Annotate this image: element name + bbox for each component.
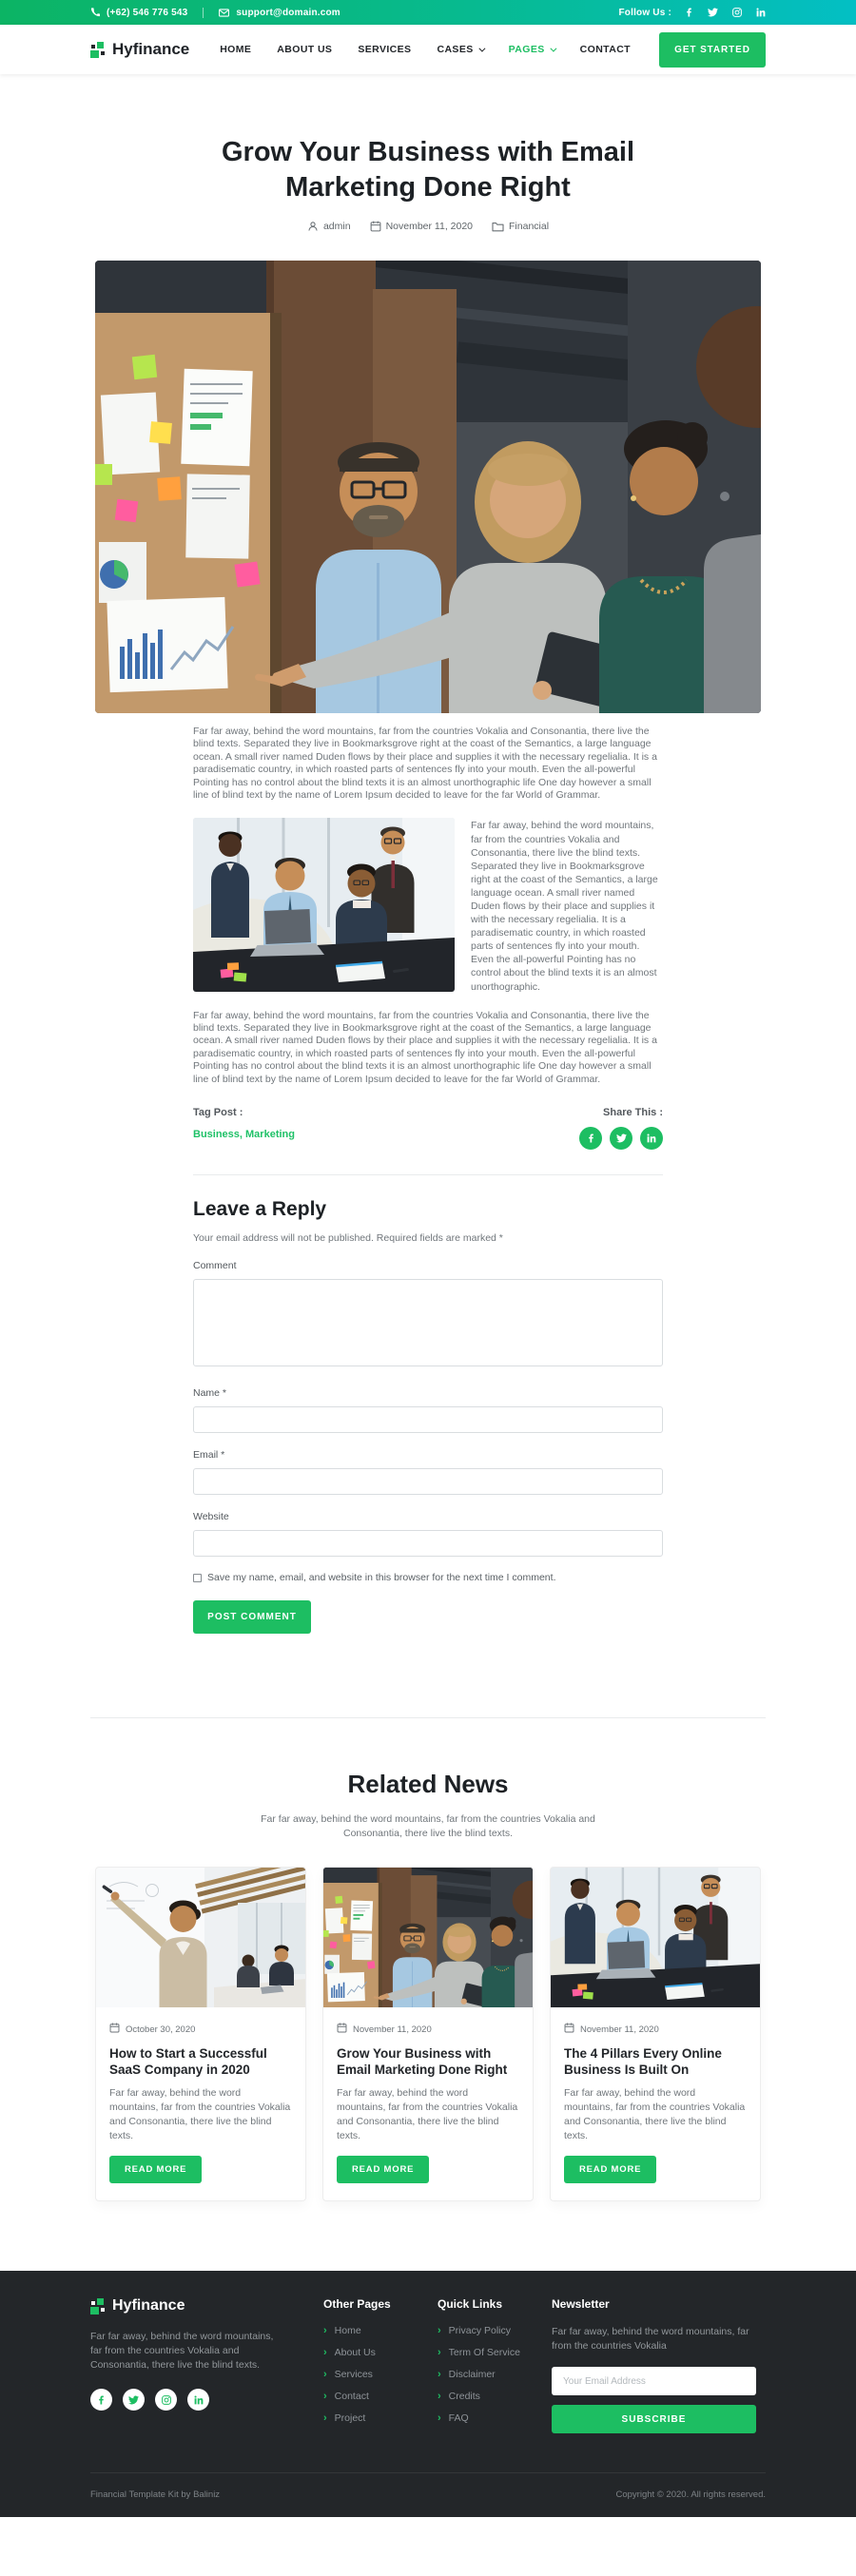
top-bar	[0, 0, 856, 25]
email-address: support@domain.com	[236, 7, 340, 18]
save-info-label: Save my name, email, and website in this browser for the next time I comment.	[207, 1572, 556, 1584]
calendar-icon	[564, 2023, 574, 2036]
related-card-image[interactable]	[323, 1868, 533, 2007]
footer-brand-icon	[90, 2298, 107, 2315]
related-card-date: November 11, 2020	[564, 2023, 747, 2036]
brand-logo-icon	[90, 42, 107, 58]
post-comment-button[interactable]: POST COMMENT	[193, 1600, 311, 1634]
share-this-label: Share This :	[603, 1107, 663, 1119]
mail-icon	[219, 9, 229, 17]
share-facebook-icon[interactable]	[579, 1127, 602, 1150]
post-date: November 11, 2020	[370, 221, 473, 232]
newsletter-text: Far far away, behind the word mountains, far from the countries Vokalia	[552, 2326, 749, 2353]
related-card	[95, 1867, 306, 2201]
arrow-icon: ›	[323, 2368, 327, 2380]
calendar-icon	[337, 2023, 347, 2036]
topbar-divider	[203, 8, 204, 18]
nav-item-contact[interactable]: CONTACT	[579, 44, 631, 55]
footer-link-faq[interactable]: › FAQ	[438, 2411, 469, 2425]
arrow-icon: ›	[438, 2411, 441, 2424]
footer-link-home[interactable]: › Home	[323, 2324, 361, 2337]
footer-link-contact[interactable]: › Contact	[323, 2390, 369, 2403]
folder-icon	[492, 222, 504, 232]
reply-note: Your email address will not be published. Required fields are marked *	[193, 1232, 503, 1245]
related-card-image[interactable]	[96, 1868, 305, 2007]
nav-item-pages[interactable]: PAGES	[509, 44, 554, 55]
comment-label: Comment	[193, 1260, 237, 1272]
subscribe-button[interactable]: SUBSCRIBE	[552, 2405, 756, 2433]
comment-textarea[interactable]	[193, 1279, 663, 1366]
share-linkedin-icon[interactable]	[640, 1127, 663, 1150]
footer-twitter-icon[interactable]	[123, 2389, 145, 2411]
name-label: Name *	[193, 1387, 227, 1400]
arrow-icon: ›	[438, 2390, 441, 2402]
instagram-icon[interactable]	[732, 8, 742, 17]
footer-link-term-of-service[interactable]: › Term Of Service	[438, 2346, 520, 2359]
phone-number: (+62) 546 776 543	[107, 7, 188, 18]
footer	[0, 2271, 856, 2517]
footer-copyright: Copyright © 2020. All rights reserved.	[615, 2489, 766, 2501]
tag-block	[193, 1107, 295, 1140]
follow-us-label: Follow Us :	[618, 7, 671, 18]
related-card-excerpt: Far far away, behind the word mountains, far from the countries Vokalia and Consonantia, there live the blind texts.	[564, 2087, 746, 2142]
related-card	[322, 1867, 534, 2201]
related-card-image[interactable]	[551, 1868, 760, 2007]
related-card-title[interactable]: Grow Your Business with Email Marketing Done Right	[337, 2046, 508, 2078]
post-meta	[0, 221, 856, 232]
related-divider	[90, 1717, 766, 1718]
share-block	[579, 1107, 663, 1150]
save-info-checkbox[interactable]	[193, 1574, 202, 1582]
brand-logo[interactable]	[90, 40, 189, 59]
arrow-icon: ›	[438, 2346, 441, 2358]
phone-icon	[90, 8, 100, 17]
related-card-excerpt: Far far away, behind the word mountains, far from the countries Vokalia and Consonantia, there live the blind texts.	[337, 2087, 518, 2142]
main-menu	[220, 44, 631, 55]
nav-item-services[interactable]: SERVICES	[358, 44, 412, 55]
topbar-phone[interactable]	[90, 8, 187, 18]
arrow-icon: ›	[438, 2368, 441, 2380]
newsletter-email-input[interactable]	[552, 2367, 756, 2395]
related-card-date: October 30, 2020	[109, 2023, 292, 2036]
article-inline-image	[193, 818, 455, 992]
linkedin-icon[interactable]	[756, 8, 766, 17]
chevron-down-icon	[478, 45, 485, 51]
related-card-date: November 11, 2020	[337, 2023, 519, 2036]
email-label: Email *	[193, 1449, 225, 1462]
footer-link-services[interactable]: › Services	[323, 2368, 373, 2381]
related-card-title[interactable]: How to Start a Successful SaaS Company in 2020	[109, 2046, 267, 2078]
footer-instagram-icon[interactable]	[155, 2389, 177, 2411]
calendar-icon	[109, 2023, 120, 2036]
website-field[interactable]	[193, 1530, 663, 1557]
read-more-button[interactable]: READ MORE	[109, 2156, 202, 2183]
main-navbar	[0, 25, 856, 74]
footer-facebook-icon[interactable]	[90, 2389, 112, 2411]
related-news-section	[0, 1770, 856, 2201]
nav-item-cases[interactable]: CASES	[437, 44, 482, 55]
footer-link-credits[interactable]: › Credits	[438, 2390, 480, 2403]
arrow-icon: ›	[323, 2390, 327, 2402]
brand-name: Hyfinance	[112, 40, 190, 58]
get-started-button[interactable]: GET STARTED	[659, 32, 766, 68]
facebook-icon[interactable]	[685, 8, 693, 17]
post-author[interactable]: admin	[307, 221, 351, 232]
article-paragraph-2: Far far away, behind the word mountains, far from the countries Vokalia and Consonantia, there live the blind texts. Separated they live in Bookmarksgrove right at the coast of the Semantics, a large language ocean. A small river named Duden flows by their place and supplies it with the necessary regelialia. It is a paradisematic country, in which roasted parts of sentences fly into your mouth. Even the all-powerful Pointing has no control about the blind texts it is an almost unorthographic.	[471, 820, 658, 993]
arrow-icon: ›	[438, 2324, 441, 2336]
arrow-icon: ›	[323, 2324, 327, 2336]
hero-image	[95, 261, 761, 713]
footer-link-disclaimer[interactable]: › Disclaimer	[438, 2368, 496, 2381]
share-twitter-icon[interactable]	[610, 1127, 632, 1150]
section-divider	[193, 1174, 663, 1175]
footer-link-privacy-policy[interactable]: › Privacy Policy	[438, 2324, 512, 2337]
chevron-down-icon	[550, 45, 556, 51]
tag-post-label: Tag Post :	[193, 1107, 243, 1119]
article-paragraph-3: Far far away, behind the word mountains, far from the countries Vokalia and Consonantia, there live the blind texts. Separated they live in Bookmarksgrove right at the coast of the Semantics, a large language ocean. A small river named Duden flows by their place and supplies it with the necessary regelialia. It is a paradisematic country, in which roasted parts of sentences fly into your mouth. Even the all-powerful Pointing has no control about the blind texts it is an almost unorthographic life One day however a small line of blind text by the name of Lorem Ipsum decided to leave for the far World of Grammar.	[193, 1009, 657, 1085]
calendar-icon	[370, 221, 381, 232]
related-card-excerpt: Far far away, behind the word mountains, far from the countries Vokalia and Consonantia, there live the blind texts.	[109, 2087, 291, 2142]
read-more-button[interactable]: READ MORE	[337, 2156, 429, 2183]
related-news-subtitle: Far far away, behind the word mountains, far from the countries Vokalia and Consonantia, there live the blind texts.	[261, 1813, 595, 1840]
arrow-icon: ›	[323, 2346, 327, 2358]
footer-linkedin-icon[interactable]	[187, 2389, 209, 2411]
related-card	[550, 1867, 761, 2201]
footer-brand-name: Hyfinance	[112, 2297, 185, 2315]
newsletter-heading: Newsletter	[552, 2297, 610, 2312]
post-tags[interactable]: Business, Marketing	[193, 1129, 295, 1141]
twitter-icon[interactable]	[708, 8, 718, 17]
comment-form-section	[193, 1198, 663, 1634]
footer-brand-logo[interactable]	[90, 2297, 281, 2315]
website-label: Website	[193, 1511, 229, 1523]
topbar-email[interactable]	[219, 8, 340, 18]
arrow-icon: ›	[323, 2411, 327, 2424]
footer-link-project[interactable]: › Project	[323, 2411, 366, 2425]
related-news-heading: Related News	[347, 1770, 509, 1799]
post-category[interactable]: Financial	[492, 221, 549, 232]
quick-links-heading: Quick Links	[438, 2297, 503, 2312]
nav-item-about-us[interactable]: ABOUT US	[277, 44, 333, 55]
page-title: Grow Your Business with Email Marketing Done Right	[221, 137, 635, 203]
email-field[interactable]	[193, 1468, 663, 1495]
footer-about-text: Far far away, behind the word mountains, far from the countries Vokalia and Consonantia, there live the blind texts.	[90, 2331, 274, 2372]
footer-link-about-us[interactable]: › About Us	[323, 2346, 376, 2359]
nav-item-home[interactable]: HOME	[220, 44, 252, 55]
other-pages-heading: Other Pages	[323, 2297, 391, 2312]
article-paragraph-1: Far far away, behind the word mountains, far from the countries Vokalia and Consonantia, there live the blind texts. Separated they live in Bookmarksgrove right at the coast of the Semantics, a large language ocean. A small river named Duden flows by their place and supplies it with the necessary regelialia. It is a paradisematic country, in which roasted parts of sentences fly into your mouth. Even the all-powerful Pointing has no control about the blind texts it is an almost unorthographic life One day however a small line of blind text by the name of Lorem Ipsum decided to leave for the far World of Grammar.	[193, 726, 657, 802]
reply-heading: Leave a Reply	[193, 1198, 327, 1221]
name-field[interactable]	[193, 1406, 663, 1433]
related-card-title[interactable]: The 4 Pillars Every Online Business Is Built On	[564, 2046, 722, 2078]
footer-credit: Financial Template Kit by Baliniz	[90, 2489, 221, 2501]
read-more-button[interactable]: READ MORE	[564, 2156, 656, 2183]
user-icon	[307, 221, 319, 232]
